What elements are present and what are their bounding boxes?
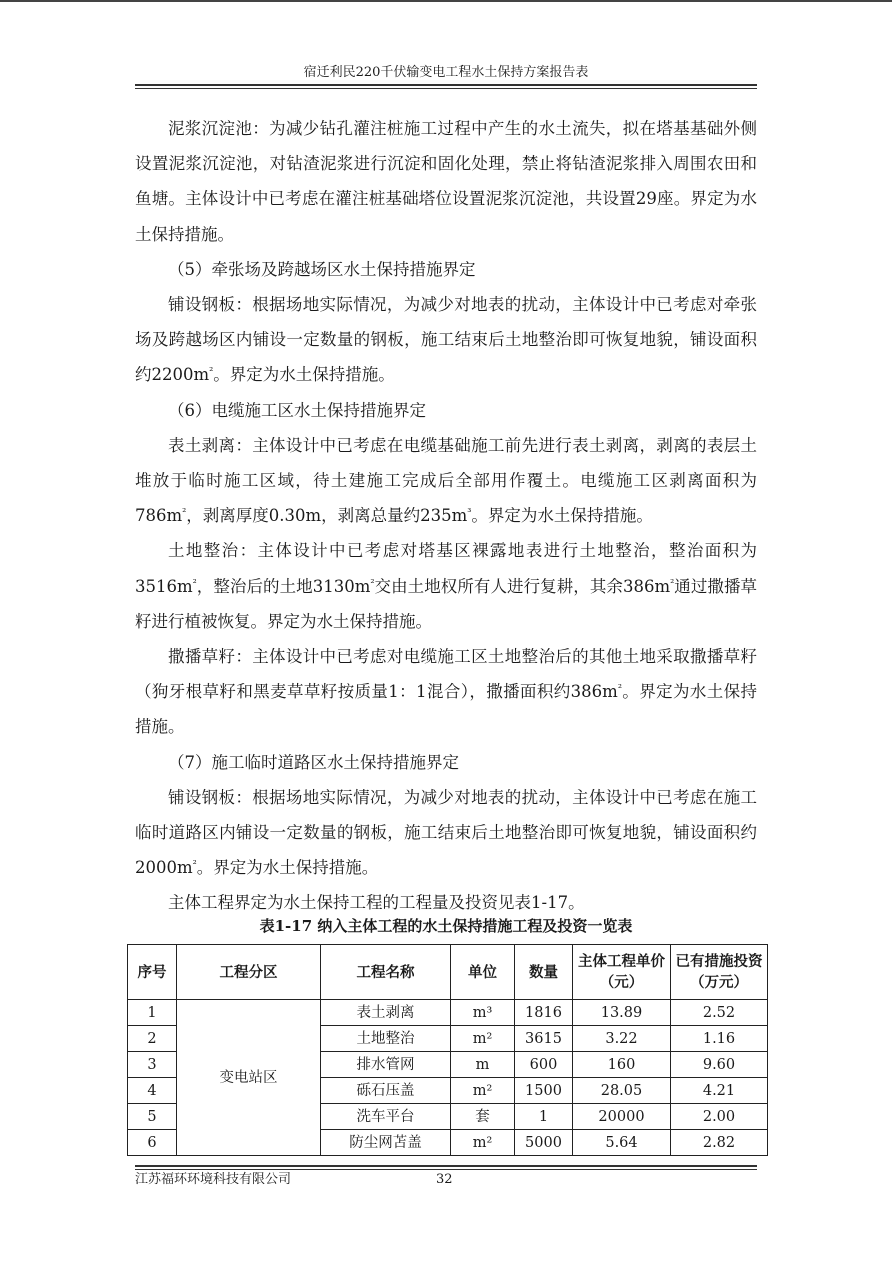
cell-invest: 2.82: [671, 1130, 768, 1156]
cell-unit: 套: [451, 1104, 515, 1130]
col-header-price: 主体工程单价（元）: [573, 945, 671, 1000]
section-heading-7: （7）施工临时道路区水土保持措施界定: [168, 752, 459, 772]
section-heading-5: （5）牵张场及跨越场区水土保持措施界定: [168, 259, 476, 279]
cell-name: 砾石压盖: [321, 1078, 451, 1104]
cell-unit: m: [451, 1052, 515, 1078]
col-header-no: 序号: [128, 945, 177, 1000]
footer-rule-thin: [135, 1169, 757, 1170]
paragraph-grass-seeding: 撒播草籽：主体设计中已考虑对电缆施工区土地整治后的其他土地采取撒播草籽（狗牙根草籽和黑麦草草籽按质量1：1混合），撒播面积约$386m^{^2}$。界定为水土保持措施。: [135, 647, 758, 737]
cell-unit: m²: [451, 1026, 515, 1052]
col-header-unit: 单位: [451, 945, 515, 1000]
paragraph-land-reclamation: 土地整治：主体设计中已考虑对塔基区裸露地表进行土地整治，整治面积为$3516m^{^2}$，整治后的土地$3130m^{^2}$交由土地权所有人进行复耕，其余$386m^{^2}$通过撒播草籽进行植被恢复。界定为水土保持措施。: [135, 541, 758, 631]
paragraph-mud-sedimentation: 泥浆沉淀池：为减少钻孔灌注桩施工过程中产生的水土流失，拟在塔基基础外侧设置泥浆沉淀池，对钻渣泥浆进行沉淀和固化处理，禁止将钻渣泥浆排入周围农田和鱼塘。主体设计中已考虑在灌注桩基础塔位设置泥浆沉淀池，共设置29座。界定为水土保持措施。: [135, 119, 757, 244]
col-header-zone: 工程分区: [177, 945, 321, 1000]
paragraph-table-reference: 主体工程界定为水土保持工程的工程量及投资见表1-17。: [168, 893, 585, 913]
cell-invest: 2.52: [671, 1000, 768, 1026]
cell-price: 5.64: [573, 1130, 671, 1156]
cell-qty: 1816: [515, 1000, 573, 1026]
col-header-qty: 数量: [515, 945, 573, 1000]
cell-no: 1: [128, 1000, 177, 1026]
page-header-title: 宿迁利民220千伏输变电工程水土保持方案报告表: [303, 65, 589, 80]
cell-no: 2: [128, 1026, 177, 1052]
cell-price: 160: [573, 1052, 671, 1078]
cell-name: 表土剥离: [321, 1000, 451, 1026]
measures-table: [127, 944, 768, 1156]
table-row: [128, 1000, 768, 1026]
cell-qty: 1: [515, 1104, 573, 1130]
cell-price: 28.05: [573, 1078, 671, 1104]
cell-name: 洗车平台: [321, 1104, 451, 1130]
top-edge-line: [0, 0, 892, 2]
cell-invest: 1.16: [671, 1026, 768, 1052]
cell-qty: 5000: [515, 1130, 573, 1156]
cell-no: 4: [128, 1078, 177, 1104]
cell-unit: m³: [451, 1000, 515, 1026]
cell-qty: 1500: [515, 1078, 573, 1104]
footer-rule: [135, 1165, 757, 1167]
col-header-invest: 已有措施投资（万元）: [671, 945, 768, 1000]
cell-invest: 4.21: [671, 1078, 768, 1104]
table-header-row: [128, 945, 768, 1000]
page-number: 32: [436, 1172, 453, 1187]
paragraph-steel-plate-road: 铺设钢板：根据场地实际情况，为减少对地表的扰动，主体设计中已考虑在施工临时道路区内铺设一定数量的钢板，施工结束后土地整治即可恢复地貌，铺设面积约$2000m^{^2}$。界定为水土保持措施。: [135, 787, 757, 878]
cell-no: 5: [128, 1104, 177, 1130]
cell-unit: m²: [451, 1130, 515, 1156]
cell-unit: m²: [451, 1078, 515, 1104]
col-header-name: 工程名称: [321, 945, 451, 1000]
cell-invest: 2.00: [671, 1104, 768, 1130]
cell-name: 防尘网苫盖: [321, 1130, 451, 1156]
paragraph-steel-plate-tension: 铺设钢板：根据场地实际情况，为减少对地表的扰动，主体设计中已考虑对牵张场及跨越场区内铺设一定数量的钢板，施工结束后土地整治即可恢复地貌，铺设面积约$2200m^{^2}$。界定为水土保持措施。: [135, 295, 757, 385]
table-title: 表1-17 纳入主体工程的水土保持措施工程及投资一览表: [259, 917, 633, 935]
footer-company: 江苏福环环境科技有限公司: [135, 1172, 292, 1187]
header-rule-thin: [135, 88, 757, 89]
section-heading-6: （6）电缆施工区水土保持措施界定: [168, 400, 426, 420]
cell-name: 土地整治: [321, 1026, 451, 1052]
cell-price: 3.22: [573, 1026, 671, 1052]
cell-price: 20000: [573, 1104, 671, 1130]
cell-name: 排水管网: [321, 1052, 451, 1078]
cell-qty: 3615: [515, 1026, 573, 1052]
cell-qty: 600: [515, 1052, 573, 1078]
cell-zone: 变电站区: [177, 1000, 321, 1156]
paragraph-topsoil-stripping: 表土剥离：主体设计中已考虑在电缆基础施工前先进行表土剥离，剥离的表层土堆放于临时施工区域，待土建施工完成后全部用作覆土。电缆施工区剥离面积为$786m^{^2}$，剥离厚度0.30m，剥离总量约$235m^{^3}$。界定为水土保持措施。: [135, 435, 757, 526]
cell-no: 3: [128, 1052, 177, 1078]
body-text: [135, 111, 757, 921]
header-rule: [135, 84, 757, 86]
cell-invest: 9.60: [671, 1052, 768, 1078]
cell-no: 6: [128, 1130, 177, 1156]
cell-price: 13.89: [573, 1000, 671, 1026]
